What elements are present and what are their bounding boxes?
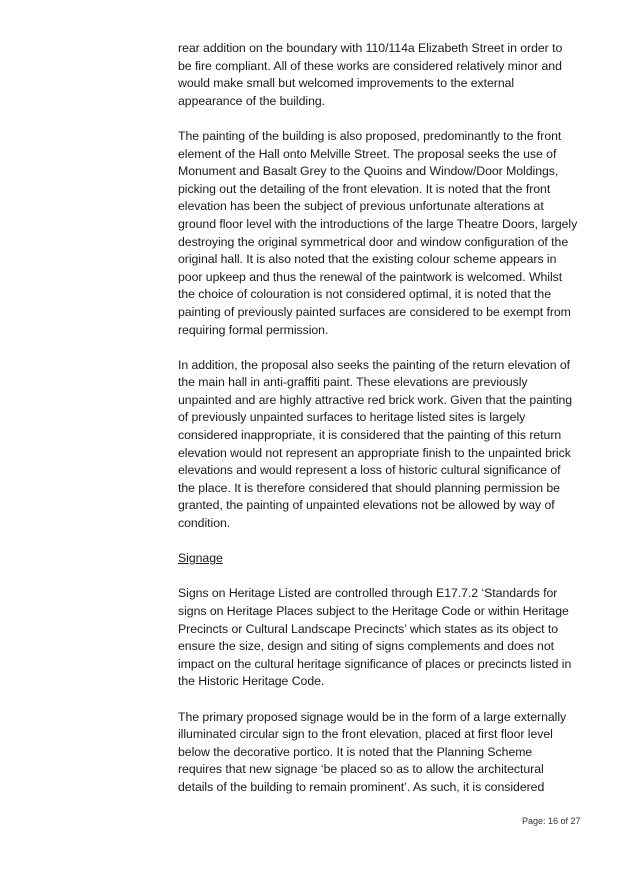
body-paragraph [178,585,578,691]
paragraph-line: original hall. It is also noted that the existing colour scheme appears in [178,252,557,267]
paragraph-line: considered inappropriate, it is considered that the painting of this return [178,428,562,443]
paragraph-line: illuminated circular sign to the front elevation, placed at first floor level [178,727,553,742]
paragraph-line: picking out the detailing of the front elevation. It is noted that the front [178,181,551,196]
paragraph-line: condition. [178,516,231,531]
paragraph-line: the place. It is therefore considered that should planning permission be [178,480,560,495]
paragraph-line: the Historic Heritage Code. [178,674,325,689]
paragraph-line: be fire compliant. All of these works are considered relatively minor and [178,58,562,73]
paragraph-line: In addition, the proposal also seeks the painting of the return elevation of [178,357,571,372]
paragraph-line: signs on Heritage Places subject to the Heritage Code or within Heritage [178,604,569,618]
paragraph-line: elevations and would represent a loss of historic cultural significance of [178,463,561,478]
body-paragraph [178,357,578,533]
document-body [178,40,578,814]
paragraph-line: element of the Hall onto Melville Street. The proposal seeks the use of [178,146,557,161]
paragraph-line: Precincts or Cultural Landscape Precincts’ which states as its object to [178,621,559,636]
body-paragraph [178,709,578,797]
paragraph-line: painting of previously painted surfaces are considered to be exempt from [178,304,571,319]
paragraph-line: poor upkeep and thus the renewal of the paintwork is welcomed. Whilst [178,269,563,284]
paragraph-line: requires that new signage ‘be placed so as to allow the architectural [178,762,544,777]
paragraph-line: The painting of the building is also proposed, predominantly to the front [178,128,562,143]
paragraph-line: elevation would not represent an appropriate finish to the unpainted brick [178,445,571,460]
paragraphs-before-heading [178,40,578,533]
paragraph-line: unpainted and are highly attractive red brick work. Given that the painting [178,392,573,407]
paragraph-line: requiring formal permission. [178,322,329,337]
paragraph-line: would make small but welcomed improvements to the external [178,76,515,91]
paragraph-line: the main hall in anti-graffiti paint. These elevations are previously [178,375,528,390]
paragraph-line: details of the building to remain prominent’. As such, it is considered [178,779,545,794]
page-number: Page: 16 of 27 [522,816,581,826]
section-heading-signage: Signage [178,551,223,566]
paragraph-line: Monument and Basalt Grey to the Quoins and Window/Door Moldings, [178,164,559,179]
paragraph-line: The primary proposed signage would be in the form of a large externally [178,709,567,724]
paragraph-line: impact on the cultural heritage significance of places or precincts listed in [178,656,572,671]
body-paragraph [178,40,578,110]
paragraph-line: appearance of the building. [178,93,326,108]
paragraph-line: elevation has been the subject of previous unfortunate alterations at [178,199,544,214]
paragraph-line: Signs on Heritage Listed are controlled through E17.7.2 ‘Standards for [178,586,558,601]
paragraph-line: granted, the painting of unpainted elevations not be allowed by way of [178,498,555,513]
paragraph-line: of previously unpainted surfaces to heritage listed sites is largely [178,410,526,425]
paragraph-line: ground floor level with the introductions of the large Theatre Doors, largely [178,216,578,231]
paragraph-line: destroying the original symmetrical door and window configuration of the [178,234,569,249]
body-paragraph [178,128,578,339]
paragraphs-after-heading [178,585,578,796]
paragraph-line: the choice of colouration is not considered optimal, it is noted that the [178,287,551,302]
paragraph-line: below the decorative portico. It is noted that the Planning Scheme [178,744,533,759]
paragraph-line: ensure the size, design and siting of signs complements and does not [178,639,554,654]
paragraph-line: rear addition on the boundary with 110/114a Elizabeth Street in order to [178,41,563,55]
